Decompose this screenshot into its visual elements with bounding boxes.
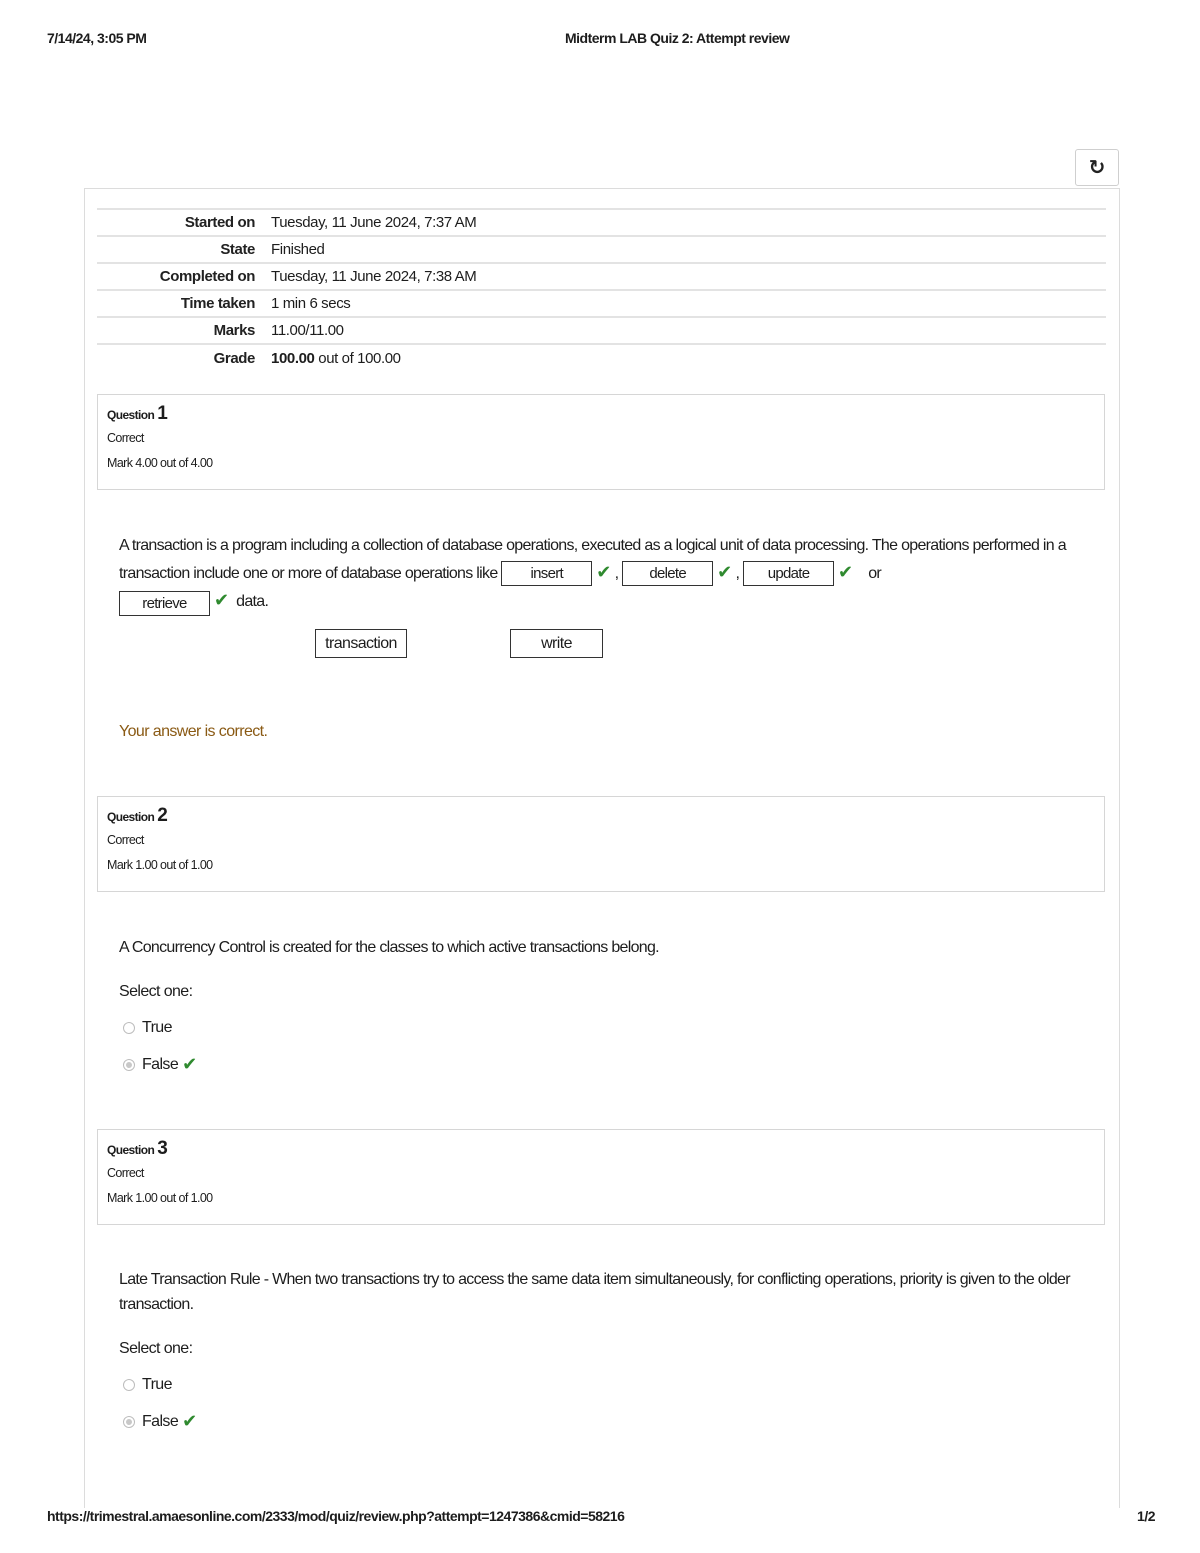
select-one-label: Select one: (119, 983, 193, 1000)
drag-choice-write[interactable]: write (510, 629, 603, 658)
correct-check-icon: ✔ (182, 1054, 197, 1074)
radio-button-selected[interactable] (123, 1059, 135, 1071)
redo-icon: ↻ (1088, 157, 1106, 179)
summary-value: 1 min 6 secs (271, 295, 351, 312)
question-state: Correct (107, 1166, 144, 1180)
summary-value: Finished (271, 241, 325, 258)
drop-zone-3[interactable]: update (743, 561, 834, 586)
option-false[interactable]: False ✔ (123, 1411, 201, 1432)
correct-check-icon: ✔ (596, 562, 611, 582)
correct-check-icon: ✔ (182, 1411, 197, 1431)
summary-row-time-taken (97, 290, 1106, 317)
option-true[interactable]: True (123, 1019, 172, 1037)
question-1-feedback: Your answer is correct. (119, 723, 268, 740)
summary-label: Marks (213, 322, 255, 339)
summary-label: Completed on (159, 268, 255, 285)
question-2-info (97, 796, 1105, 892)
summary-label: Started on (184, 214, 255, 231)
question-state: Correct (107, 833, 144, 847)
summary-row-completed (97, 263, 1106, 290)
option-true[interactable]: True (123, 1376, 172, 1394)
question-grade: Mark 1.00 out of 1.00 (107, 858, 213, 872)
summary-value (271, 344, 1106, 371)
summary-value: Tuesday, 11 June 2024, 7:37 AM (271, 214, 477, 231)
correct-check-icon: ✔ (717, 562, 732, 582)
question-number: Question 3 (107, 1138, 168, 1159)
summary-row-grade (97, 344, 1106, 371)
print-footer (47, 1508, 1155, 1528)
summary-label: Time taken (180, 295, 255, 312)
question-3-info (97, 1129, 1105, 1225)
print-datetime: 7/14/24, 3:05 PM (47, 30, 147, 46)
print-page-number: 1/2 (1137, 1508, 1155, 1524)
question-1-info (97, 394, 1105, 490)
question-3-text: Late Transaction Rule - When two transactions try to access the same data item simultaneously, for conflicting operations, priority is given to the older transaction. (119, 1271, 1070, 1313)
summary-value: 11.00/11.00 (271, 322, 344, 339)
option-false[interactable]: False ✔ (123, 1054, 201, 1075)
summary-row-state (97, 236, 1106, 263)
question-number: Question 1 (107, 403, 168, 424)
select-one-label: Select one: (119, 1340, 193, 1357)
grade-out-of: out of 100.00 (314, 349, 401, 367)
print-header (47, 30, 1153, 50)
summary-value: Tuesday, 11 June 2024, 7:38 AM (271, 268, 477, 285)
correct-check-icon: ✔ (838, 562, 853, 582)
correct-check-icon: ✔ (214, 590, 229, 610)
question-state: Correct (107, 431, 144, 445)
question-grade: Mark 4.00 out of 4.00 (107, 456, 213, 470)
summary-label: Grade (213, 349, 255, 367)
radio-button[interactable] (123, 1022, 135, 1034)
attempt-summary-table (97, 208, 1106, 371)
drag-choice-transaction[interactable]: transaction (315, 629, 407, 658)
print-title: Midterm LAB Quiz 2: Attempt review (565, 30, 790, 46)
summary-label: State (220, 241, 255, 258)
summary-row-started (97, 209, 1106, 236)
drop-zone-4[interactable]: retrieve (119, 591, 210, 616)
grade-score: 100.00 (271, 349, 315, 367)
print-url: https://trimestral.amaesonline.com/2333/mod/quiz/review.php?attempt=1247386&cmid=58216 (47, 1508, 625, 1524)
radio-button-selected[interactable] (123, 1416, 135, 1428)
summary-row-marks (97, 317, 1106, 344)
drop-zone-2[interactable]: delete (622, 561, 713, 586)
block-toggle-button[interactable] (1075, 149, 1119, 186)
question-2-text: A Concurrency Control is created for the classes to which active transactions belong. (119, 939, 659, 956)
question-grade: Mark 1.00 out of 1.00 (107, 1191, 213, 1205)
question-number: Question 2 (107, 805, 168, 826)
radio-button[interactable] (123, 1379, 135, 1391)
question-1-text: A transaction is a program including a collection of database operations, executed as a logical unit of data processing. The operations performed in a transaction include one or more of database operations like insert ✔ , delete ✔ , update ✔ or retrieve ✔ data. (119, 532, 1094, 616)
drop-zone-1[interactable]: insert (501, 561, 592, 586)
